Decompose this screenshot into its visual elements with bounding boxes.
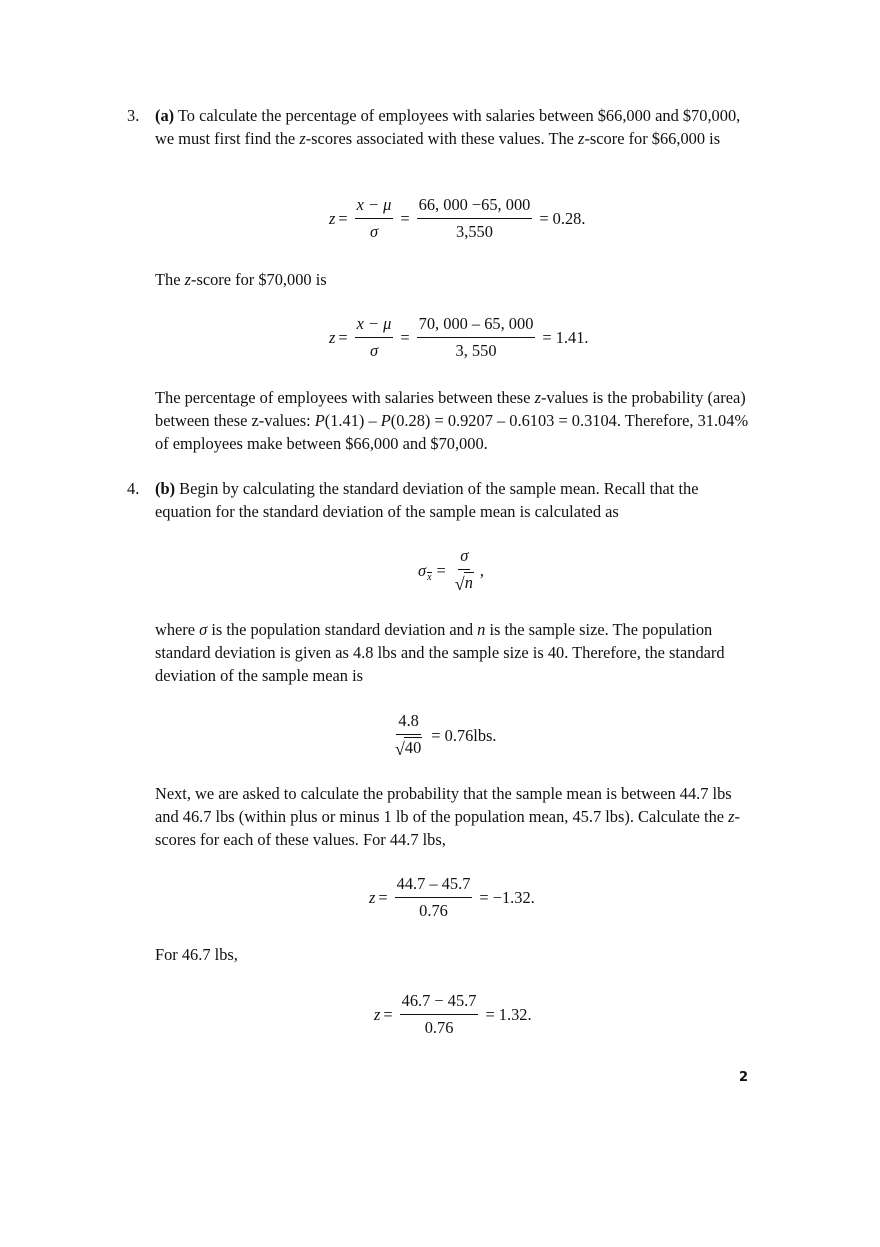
q3-conc-text-2: -values is the probability (area) between these z-values: — [155, 388, 746, 430]
q3-intro-text-1: To calculate the percentage of employees with salaries between $66,000 and $70,000, we must first find the — [155, 106, 741, 148]
equation-z-447 — [369, 873, 538, 922]
q3-conc-text-1: The percentage of employees with salaries between these — [155, 388, 535, 407]
q3-mid-text-2: -score for $70,000 is — [190, 270, 327, 289]
fraction-denominator: 0.76 — [424, 1018, 454, 1037]
equation-z-467 — [374, 990, 535, 1039]
q3-mid-text-1: The — [155, 270, 185, 289]
eq-lhs: z — [329, 328, 336, 347]
q4-where-text-2: is the population standard deviation and — [207, 620, 478, 639]
eq-result: = 1.32. — [485, 1005, 532, 1024]
subscript-x-bar — [427, 566, 431, 589]
fraction — [355, 313, 394, 362]
z-var: z — [578, 129, 585, 148]
eq-result: = 0.76lbs. — [431, 726, 497, 745]
eq-result: = −1.32. — [479, 888, 535, 907]
question-4-part-label: (b) — [155, 479, 176, 498]
z-var: z — [299, 129, 306, 148]
z-score-70000-label — [155, 268, 755, 291]
eq-sign: = — [383, 1005, 393, 1024]
p-var: P — [314, 411, 325, 430]
eq-sign: = — [400, 328, 410, 347]
q3-conc-text-3: (1.41) – — [324, 411, 381, 430]
question-3-intro — [155, 104, 755, 150]
q4-intro-text: Begin by calculating the standard deviation of the sample mean. Recall that the equation for the standard deviation of the sample mean is calculated as — [155, 479, 699, 521]
q4-where-text-3: is the sample size. The population standard deviation is given as 4.8 lbs and the sample size is 40. Therefore, the standard deviation of the sample mean is — [155, 620, 725, 685]
radical-icon: √ — [454, 574, 465, 594]
equation-z-66000 — [329, 194, 588, 243]
question-3-number: 3. — [127, 106, 140, 125]
fraction-numerator: x − μ — [355, 194, 394, 219]
sigma-symbol: σ — [418, 561, 427, 580]
fraction-numerator: x − μ — [355, 313, 394, 338]
fraction-denominator — [393, 735, 424, 761]
q3-conc-text-4: (0.28) = 0.9207 – 0.6103 = 0.3104. Therefore, 31.04% of employees make between $66,000 and $70,000. — [155, 411, 749, 453]
fraction — [393, 710, 424, 761]
radicand: 40 — [404, 738, 422, 757]
fraction — [355, 194, 394, 243]
z-var: z — [534, 388, 541, 407]
for-467-label: For 46.7 lbs, — [155, 945, 238, 964]
question-4-intro — [155, 477, 755, 523]
square-root — [395, 737, 422, 758]
fraction-denominator: 3,550 — [456, 222, 493, 241]
fraction-numerator: 44.7 – 45.7 — [395, 873, 473, 898]
z-var: z — [728, 807, 735, 826]
eq-lhs: z — [374, 1005, 381, 1024]
sigma-explanation — [155, 618, 755, 687]
radicand: n — [464, 573, 473, 592]
eq-result: = 1.41. — [542, 328, 589, 347]
fraction-numerator: σ — [458, 545, 470, 570]
eq-result: = 0.28. — [539, 209, 586, 228]
fraction-numerator: 66, 000 −65, 000 — [417, 194, 533, 219]
eq-sign: = — [338, 209, 348, 228]
eq-sign: = — [436, 561, 446, 580]
fraction-numerator: 70, 000 – 65, 000 — [417, 313, 536, 338]
x-bar-var: x — [427, 572, 432, 583]
fraction-denominator: σ — [369, 222, 379, 241]
square-root — [455, 572, 474, 593]
eq-sign: = — [400, 209, 410, 228]
equation-z-70000 — [329, 313, 592, 362]
sigma-var: σ — [199, 620, 208, 639]
equation-sigma-xbar — [418, 545, 484, 596]
fraction — [395, 873, 473, 922]
next-step-paragraph — [155, 782, 755, 851]
eq-sign: = — [338, 328, 348, 347]
fraction — [417, 194, 533, 243]
question-3-part-label: (a) — [155, 106, 175, 125]
page-number: 2 — [739, 1070, 749, 1085]
question-4-number: 4. — [127, 479, 140, 498]
fraction-denominator: σ — [369, 341, 379, 360]
q4-next-text-1: Next, we are asked to calculate the probability that the sample mean is between 44.7 lbs and 46.7 lbs (within plus or minus 1 lb of the population mean, 45.7 lbs). Calculate the — [155, 784, 732, 826]
eq-sign: = — [378, 888, 388, 907]
fraction — [400, 990, 479, 1039]
fraction-numerator: 4.8 — [396, 710, 421, 735]
fraction — [417, 313, 536, 362]
q4-where-text-1: where — [155, 620, 200, 639]
eq-lhs: z — [369, 888, 376, 907]
q4-next-text-2: -scores for each of these values. For 44.7 lbs, — [155, 807, 740, 849]
question-3-conclusion — [155, 386, 755, 455]
n-var: n — [477, 620, 486, 639]
q3-intro-text-2: -scores associated with these values. The — [305, 129, 579, 148]
z-var: z — [184, 270, 191, 289]
fraction — [453, 545, 476, 596]
eq-lhs: z — [329, 209, 336, 228]
fraction-denominator: 0.76 — [419, 901, 448, 920]
fraction-numerator: 46.7 − 45.7 — [400, 990, 479, 1015]
p-var: P — [380, 411, 391, 430]
q3-intro-text-3: -score for $66,000 is — [584, 129, 721, 148]
eq-tail: , — [479, 561, 484, 580]
fraction-denominator — [453, 570, 476, 596]
equation-standard-error — [393, 710, 500, 761]
radical-icon: √ — [395, 739, 405, 759]
fraction-denominator: 3, 550 — [455, 341, 497, 360]
